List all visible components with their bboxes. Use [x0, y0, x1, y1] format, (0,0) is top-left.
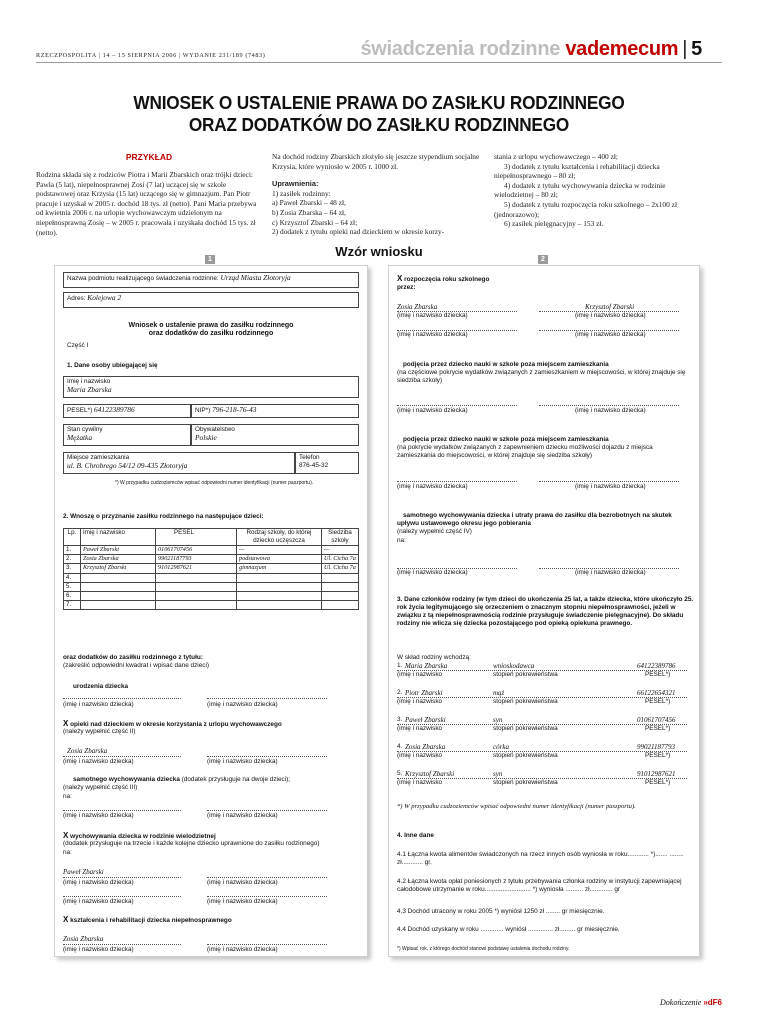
single-parent-option: samotnego wychowywania dziecka (dodatek przysługuje na dwoje dzieci); [73, 776, 291, 783]
income-footnote: *) Wpisać rok, z którego dochód stanowi podstawę ustalenia dochodu rodziny. [397, 946, 570, 952]
tab-2: 2 [538, 255, 548, 264]
table-row: 5. [64, 582, 359, 591]
leave-option: X opieki nad dzieckiem w okresie korzystania z urlopu wychowawczego [63, 719, 282, 728]
example-column-1: Rodzina składa się z rodziców Piotra i Marii Zbarskich oraz trójki dzieci: Pawła (5 lat), niepełnosprawnej Zosi (7 lat) uczącej się w szkole podstawowej oraz Krzysia (15 lat) uczącego się w gimnazjum. Pan Piotr pracuje i uzyskał w 2005 r. dochód 18 tys. zł (netto). Pani Maria przebywa od kwietnia 2006 r. na urlopie wychowawczym udzielonym na niepełnosprawną Zosię – w 2005 r. pracowała i uzyskała dochód 15 tys. zł (netto). [36, 170, 257, 237]
header-divider [36, 62, 722, 63]
title-line-2: ORAZ DODATKÓW DO ZASIŁKU RODZINNEGO [188, 114, 570, 135]
birth-option: urodzenia dziecka [73, 683, 129, 690]
example-column-3: stania z urlopu wychowawczego – 400 zł; 3) dodatek z tytułu kształcenia i rehabilitacji dziecka niepełnosprawnego – 80 zł; 4) dodatek z tytułu wychowywania dziecka w rodzinie wielodzietnej – 80 zł; 5) dodatek z tytułu rozpoczęcia roku szkolnego – 2x100 zł (jednorazowo); 6) zasiłek pielęgnacyjny – 153 zł. [494, 152, 678, 229]
member-row: 3. Paweł Zbarski syn 01061707456 (imię i nazwisko stopień pokrewieństwa PESEL*) [389, 716, 699, 740]
allowances-note: (zakreślić odpowiedni kwadrat i wpisać dane dzieci) [63, 662, 209, 669]
citizenship-field: Obywatelstwo Polskie [191, 424, 359, 446]
form-sample-heading: Wzór wniosku [335, 244, 423, 259]
section-1-title: 1. Dane osoby ubiegającej się [67, 362, 158, 369]
form-title: Wniosek o ustalenie prawa do zasiłku rodzinnego oraz dodatków do zasiłku rodzinnego [128, 322, 294, 337]
item-4-4: 4.4 Dochód uzyskany w roku ............. wyniósł .............. zł......... gr miesięcznie. [397, 926, 620, 933]
nip-field: NIP*) 796-218-76-43 [191, 404, 359, 418]
civil-status-field: Stan cywilny Mężatka [63, 424, 191, 446]
member-row: 1. Maria Zbarska wnioskodawca 64122389786 (imię i nazwisko stopień pokrewieństwa PESEL*) [389, 662, 699, 686]
section-4-title: 4. Inne dane [397, 832, 434, 839]
section-header: świadczenia rodzinne vademecum | 5 [360, 38, 702, 60]
school-commute-option: podjęcia przez dziecko nauki w szkole poza miejscem zamieszkania [403, 436, 609, 443]
address-field: Adres: Kolejowa 2 [63, 292, 359, 308]
phone-field: Telefon 876-45-32 [295, 452, 359, 474]
page-title [60, 92, 698, 136]
issue-line: RZECZPOSPOLITA | 14 – 15 SIERPNIA 2006 | WYDANIE 231/189 (7483) [36, 52, 266, 59]
member-row: 5. Krzysztof Zbarski syn 91012987621 (imię i nazwisko stopień pokrewieństwa PESEL*) [389, 770, 699, 794]
item-4-1: 4.1 Łączna kwota alimentów świadczonych na rzecz innych osób wyniosła w roku............ *)....... ........ zł............ gr. [397, 851, 684, 866]
section-name: świadczenia rodzinne [360, 38, 561, 60]
large-family-option: X wychowywania dziecka w rodzinie wielodzietnej [63, 831, 216, 840]
children-table: Lp. Imię i nazwisko PESEL Rodzaj szkoły, do której dziecko uczęszcza Siedziba szkoły 1. Paweł Zbarski 01061707456 — — 2. Zosia Zbarska 99021187793 podstawowa Ul. Cicha 7a 3. Krzysztof Zbarski 91012987621 gimnazjum Ul. Cicha 7a 4. 5. 6. 7. [63, 528, 359, 610]
table-row: 1. Paweł Zbarski 01061707456 — — [64, 546, 359, 555]
member-row: 4. Zosia Zbarska córka 99021187793 (imię i nazwisko stopień pokrewieństwa PESEL*) [389, 743, 699, 767]
table-row: 4. [64, 573, 359, 582]
school-start-option: X rozpoczęcia roku szkolnego [397, 274, 490, 283]
rehabilitation-option: X kształcenia i rehabilitacji dziecka niepełnosprawnego [63, 915, 232, 924]
table-row: 7. [64, 601, 359, 610]
brand-name: vademecum [565, 38, 679, 60]
example-heading: PRZYKŁAD [125, 152, 173, 162]
item-4-3: 4.3 Dochód utracony w roku 2005 *) wyniósł 1250 zł ........ gr miesięcznie. [397, 908, 605, 915]
name-field: Imię i nazwisko Maria Zbarska [63, 376, 359, 398]
members-list [389, 662, 699, 802]
school-away-option: podjęcia przez dziecko nauki w szkole poza miejscem zamieszkania [403, 361, 609, 368]
table-row: 6. [64, 591, 359, 600]
footnote: *) W przypadku cudzoziemców wpisać odpowiedni numer identyfikacji (numer paszportu). [115, 480, 314, 486]
form-page-1: Nazwa podmiotu realizującego świadczenia rodzinne: Urząd Miasta Złotoryja Adres: Kolejowa 2 Wniosek o ustalenie prawa do zasiłku rodzinnego oraz dodatków do zasiłku rodzinnego Część I 1. Dane osoby ubiegającej się Imię i nazwisko Maria Zbarska PESEL*) 64122389786 NIP*) 796-218-76-43 Stan cywilny Mężatka Obywatelstwo Polskie Miejsce zamieszkania ul. B. Chrobrego 54/12 09-435 Złotoryja Telefon 876-45-32 *) W przypadku cudzoziemców wpisać odpowiedni numer identyfikacji (numer paszportu). 2. Wnoszę o przyznanie zasiłku rodzinnego na następujące dzieci: Lp. Imię i nazwisko PESEL Rodzaj szkoły, do której dziecko uczęszcza Siedziba szkoły 1. Paweł Zbarski 01061707456 — — 2. Zosia Zbarska 99021187793 podstawowa Ul. Cicha 7a 3. Krzysztof Zbarski 91012987621 gimnazjum Ul. Cicha 7a 4. 5. 6. 7. oraz dodatków do zasiłku rodzinnego z tytułu: (zakreślić odpowiedni kwadrat i wpisać dane dzieci) urodzenia dziecka (imię i nazwisko dziecka) (imię i nazwisko dziecka) X opieki nad dzieckiem w okresie korzystania z urlopu wychowawczego (należy wypełnić część II) Zosia Zbarska (imię i nazwisko dziecka) (imię i nazwisko dziecka) samotnego wychowywania dziecka (dodatek przysługuje na dwoje dzieci); (należy wypełnić część III) na: (imię i nazwisko dziecka) (imię i nazwisko dziecka) X wychowywania dziecka w rodzinie wielodzietnej (dodatek przysługuje na trzecie i każde kolejne dziecko uprawnione do zasiłku rodzinnego) na: Paweł Zbarski (imię i nazwisko dziecka) (imię i nazwisko dziecka) (imię i nazwisko dziecka) (imię i nazwisko dziecka) X kształcenia i rehabilitacji dziecka niepełnosprawnego Zosia Zbarska (imię i nazwisko dziecka) (imię i nazwisko dziecka) [54, 265, 368, 957]
page-number: 5 [691, 38, 702, 60]
section-2-title: 2. Wnoszę o przyznanie zasiłku rodzinnego na następujące dzieci: [63, 513, 264, 520]
table-row: 2. Zosia Zbarska 99021187793 podstawowa Ul. Cicha 7a [64, 555, 359, 564]
pesel-field: PESEL*) 64122389786 [63, 404, 191, 418]
entity-field: Nazwa podmiotu realizującego świadczenia rodzinne: Urząd Miasta Złotoryja [63, 272, 359, 288]
continuation-note: Dokończenie »dF6 [660, 998, 722, 1007]
residence-field: Miejsce zamieszkania ul. B. Chrobrego 54/12 09-435 Złotoryja [63, 452, 295, 474]
example-column-2: Na dochód rodziny Zbarskich złożyło się jeszcze stypendium socjalne Krzysia, które wyniosło w 2005 r. 1000 zł. Uprawnienia: 1) zasiłek rodzinny: a) Paweł Zbarski – 48 zł, b) Zosia Zbarska – 64 zł, c) Krzysztof Zbarski – 64 zł; 2) dodatek z tytułu opieki nad dzieckiem w okresie korzy- [272, 152, 480, 237]
members-heading: W skład rodziny wchodzą: [397, 654, 471, 661]
form-page-2: X rozpoczęcia roku szkolnego przez: Zosia Zbarska Krzysztof Zbarski (imię i nazwisko dziecka) (imię i nazwisko dziecka) (imię i nazwisko dziecka) (imię i nazwisko dziecka) podjęcia przez dziecko nauki w szkole poza miejscem zamieszkania (na częściowe pokrycie wydatków związanych z zamieszkaniem w miejscowości, w której znajduje się siedziba szkoły) (imię i nazwisko dziecka) (imię i nazwisko dziecka) podjęcia przez dziecko nauki w szkole poza miejscem zamieszkania (na pokrycie wydatków związanych z zapewnieniem dziecku możliwości dojazdu z miejsca zamieszkania do miejscowości, w której znajduje się siedziba szkoły) (imię i nazwisko dziecka) (imię i nazwisko dziecka) samotnego wychowywania dziecka i utraty prawa do zasiłku dla bezrobotnych na skutek upływu ustawowego okresu jego pobierania (należy wypełnić część IV) na: (imię i nazwisko dziecka) (imię i nazwisko dziecka) 3. Dane członków rodziny (w tym dzieci do ukończenia 25 lat, a także dziecka, które ukończyło 25. rok życia legitymującego się orzeczeniem o znacznym stopniu niepełnosprawności, jeżeli w związku z tą niepełnosprawnością rodzinie przysługuje świadczenie pielęgnacyjne). Do składu rodziny nie wlicza się dziecka pozostającego pod opieką opiekuna prawnego. W skład rodziny wchodzą: 1. Maria Zbarska wnioskodawca 64122389786 (imię i nazwisko stopień pokrewieństwa PESEL*) 2. Piotr Zbarski mąż 66122654321 (imię i nazwisko stopień pokrewieństwa PESEL*) 3. Paweł Zbarski syn 01061707456 (imię i nazwisko stopień pokrewieństwa PESEL*) 4. Zosia Zbarska córka 99021187793 (imię i nazwisko stopień pokrewieństwa PESEL*) 5. Krzysztof Zbarski syn 91012987621 (imię i nazwisko stopień pokrewieństwa PESEL*) *) W przypadku cudzoziemców wpisać odpowiedni numer identyfikacji (numer paszportu). 4. Inne dane 4.1 Łączna kwota alimentów świadczonych na rzecz innych osób wyniosła w roku............ *)....... ........ zł............ gr. 4.2 Łączna kwota opłat poniesionych z tytułu przebywania członka rodziny w instytucji zapewniającej całodobowe utrzymanie w roku.......................... *) wyniosła .......... zł............. gr 4.3 Dochód utracony w roku 2005 *) wyniósł 1250 zł ........ gr miesięcznie. 4.4 Dochód uzyskany w roku ............. wyniósł .............. zł......... gr miesięcznie. *) Wpisać rok, z którego dochód stanowi podstawę ustalenia dochodu rodziny. [388, 265, 700, 957]
member-row: 2. Piotr Zbarski mąż 66122654321 (imię i nazwisko stopień pokrewieństwa PESEL*) [389, 689, 699, 713]
tab-1: 1 [205, 255, 215, 264]
section-3-title: 3. Dane członków rodziny (w tym dzieci do ukończenia 25 lat, a także dziecka, które ukończyło 25. rok życia legitymującego się orzeczeniem o znacznym stopniu niepełnosprawności, jeżeli w związku z tą niepełnosprawnością rodzinie przysługuje świadczenie pielęgnacyjne). Do składu rodziny nie wlicza się dziecka pozostającego pod opieką opiekuna prawnego. [397, 596, 694, 627]
part-label: Część I [67, 342, 89, 349]
members-footnote: *) W przypadku cudzoziemców wpisać odpowiedni numer identyfikacji (numer paszportu). [397, 803, 636, 810]
title-line-1: WNIOSEK O USTALENIE PRAWA DO ZASIŁKU RODZINNEGO [133, 92, 625, 113]
allowances-heading: oraz dodatków do zasiłku rodzinnego z tytułu: [63, 654, 203, 661]
table-row: 3. Krzysztof Zbarski 91012987621 gimnazjum Ul. Cicha 7a [64, 564, 359, 573]
item-4-2: 4.2 Łączna kwota opłat poniesionych z tytułu przebywania członka rodziny w instytucji zapewniającej całodobowe utrzymanie w roku.......................... *) wyniosła .......... zł............. gr [397, 878, 682, 893]
single-unemployed-option: samotnego wychowywania dziecka i utraty prawa do zasiłku dla bezrobotnych na skutek upływu ustawowego okresu jego pobierania [397, 512, 672, 527]
